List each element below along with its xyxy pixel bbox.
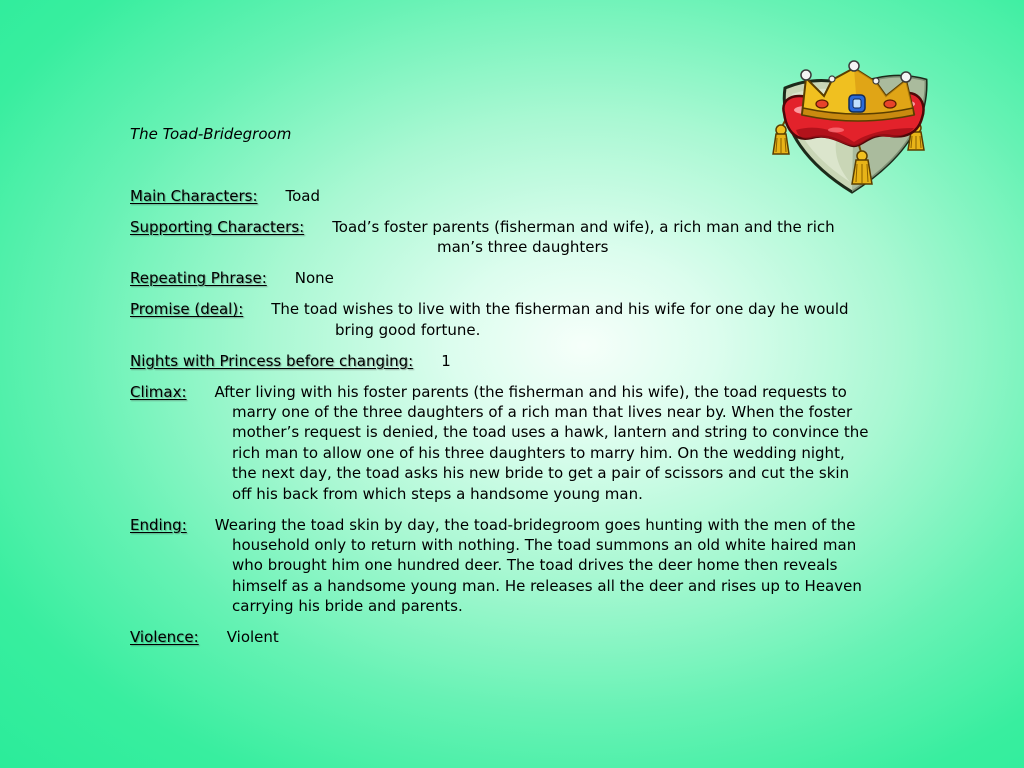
entry-nights-with-princess <box>130 351 1010 371</box>
entry-promise <box>130 299 1010 340</box>
entry-main-characters <box>130 186 1010 206</box>
entry-label: Violence: <box>130 628 199 647</box>
entry-continuation: carrying his bride and parents. <box>232 597 463 616</box>
entry-continuation: bring good fortune. <box>335 320 481 339</box>
entry-continuation: rich man to allow one of his three daughters to marry him. On the wedding night, <box>232 443 845 462</box>
entry-value: Toad’s foster parents (fisherman and wife), a rich man and the rich <box>332 217 835 236</box>
entry-value: After living with his foster parents (the fisherman and his wife), the toad requests to <box>214 382 847 401</box>
entry-supporting-characters <box>130 217 1010 258</box>
entry-continuation: marry one of the three daughters of a rich man that lives near by. When the foster <box>232 403 853 422</box>
entry-continuation: himself as a handsome young man. He releases all the deer and rises up to Heaven <box>232 576 862 595</box>
slide-title: The Toad-Bridegroom <box>130 125 292 143</box>
entry-line <box>130 627 1010 647</box>
entry-value: Violent <box>226 628 279 647</box>
entry-continuation: man’s three daughters <box>437 238 609 257</box>
entry-value: None <box>294 269 334 288</box>
entry-value: 1 <box>441 351 451 370</box>
entry-label: Promise (deal): <box>130 300 244 319</box>
entry-label: Main Characters: <box>130 187 258 205</box>
entry-continuation: mother’s request is denied, the toad uses a hawk, lantern and string to convince the <box>232 423 869 442</box>
entry-value: The toad wishes to live with the fisherman and his wife for one day he would <box>271 300 849 319</box>
entry-line <box>130 217 1010 237</box>
entry-line <box>130 268 1010 288</box>
entry-continuation: the next day, the toad asks his new bride to get a pair of scissors and cut the skin <box>232 464 850 483</box>
entry-climax <box>130 382 1010 504</box>
entry-label: Nights with Princess before changing: <box>130 351 414 370</box>
entry-continuation: off his back from which steps a handsome young man. <box>232 484 643 503</box>
slide-body <box>130 186 1010 658</box>
entry-value: Wearing the toad skin by day, the toad-bridegroom goes hunting with the men of the <box>214 515 856 534</box>
entry-repeating-phrase <box>130 268 1010 288</box>
entry-label: Ending: <box>130 515 187 534</box>
crown-on-shield-icon <box>766 58 932 198</box>
entry-label: Supporting Characters: <box>130 217 305 236</box>
gold-crown <box>801 61 914 121</box>
entry-continuation: who brought him one hundred deer. The toad drives the deer home then reveals <box>232 556 838 575</box>
entry-line <box>130 351 1010 371</box>
entry-label: Repeating Phrase: <box>130 269 267 288</box>
entry-line <box>130 299 1010 319</box>
entry-continuation: household only to return with nothing. The toad summons an old white haired man <box>232 536 857 555</box>
entry-value: Toad <box>285 187 321 205</box>
entry-line <box>130 382 1010 402</box>
entry-ending <box>130 515 1010 617</box>
entry-label: Climax: <box>130 382 187 401</box>
entry-line <box>130 515 1010 535</box>
entry-line <box>130 186 1010 206</box>
entry-violence <box>130 627 1010 647</box>
